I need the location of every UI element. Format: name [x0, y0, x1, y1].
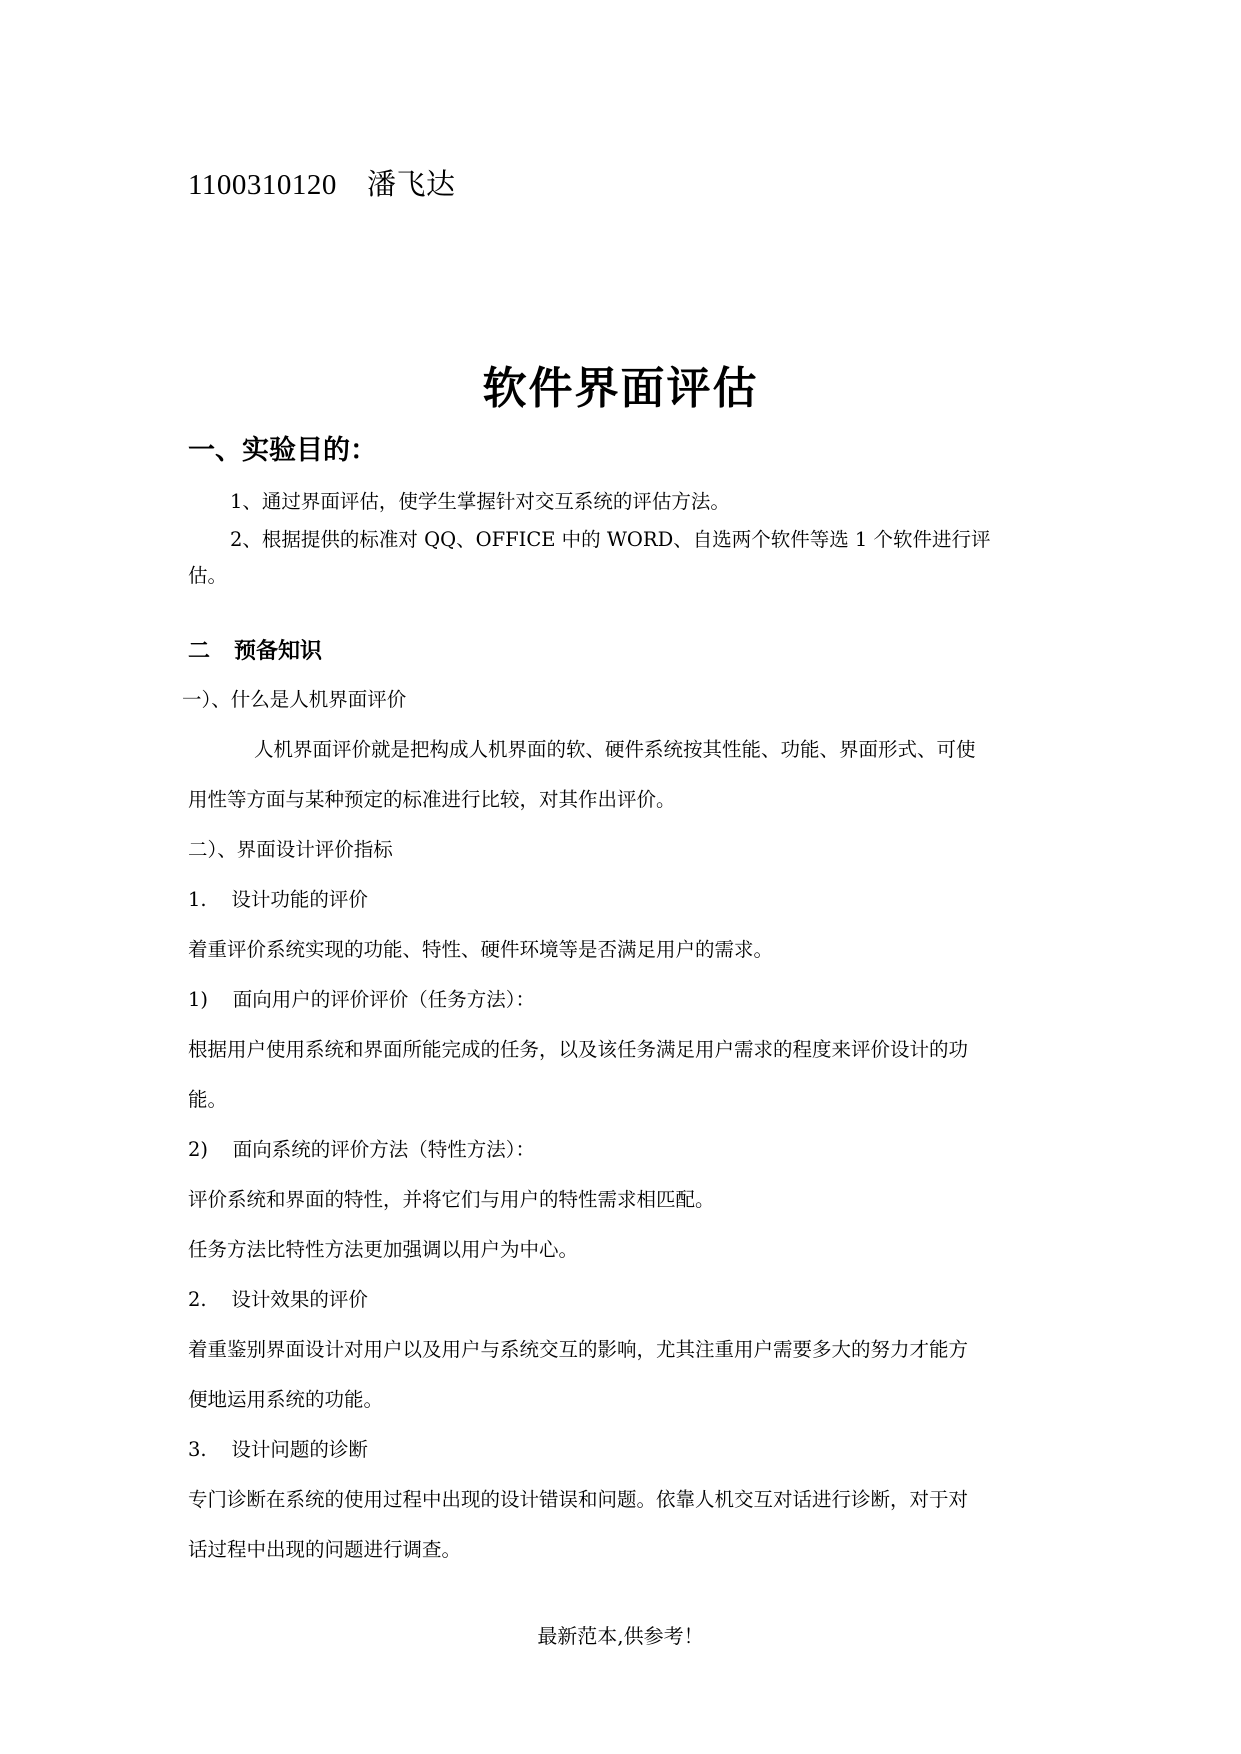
item2-title: 2. 设计效果的评价 — [188, 1288, 368, 1311]
student-id: 1100310120 — [188, 169, 337, 201]
item2-para-line2: 便地运用系统的功能。 — [188, 1388, 384, 1411]
sub1-para-line2: 用性等方面与某种预定的标准进行比较，对其作出评价。 — [188, 788, 676, 811]
item1-para: 着重评价系统实现的功能、特性、硬件环境等是否满足用户的需求。 — [188, 938, 774, 961]
section1-heading: 一、实验目的： — [188, 435, 377, 466]
item1a-para-line1: 根据用户使用系统和界面所能完成的任务，以及该任务满足用户需求的程度来评价设计的功 — [188, 1038, 969, 1061]
item2-para-line1: 着重鉴别界面设计对用户以及用户与系统交互的影响，尤其注重用户需要多大的努力才能方 — [188, 1338, 969, 1361]
item1b-para2: 任务方法比特性方法更加强调以用户为中心。 — [188, 1238, 579, 1261]
item3-para-line2: 话过程中出现的问题进行调查。 — [188, 1538, 462, 1561]
section1-item1: 1、通过界面评估，使学生掌握针对交互系统的评估方法。 — [230, 490, 730, 513]
section2-heading — [188, 634, 322, 665]
item1b-para1: 评价系统和界面的特性，并将它们与用户的特性需求相匹配。 — [188, 1188, 715, 1211]
section2-heading-number: 二 — [188, 639, 211, 664]
item3-title: 3. 设计问题的诊断 — [188, 1438, 368, 1461]
section1-item2-line2: 估。 — [188, 564, 228, 587]
section1-item2-line1: 2、根据提供的标准对 QQ、OFFICE 中的 WORD、自选两个软件等选 1 个软件进行评 — [230, 528, 991, 551]
item1a-title: 1) 面向用户的评价评价（任务方法）： — [188, 988, 536, 1011]
sub2-title: 二）、界面设计评价指标 — [188, 838, 393, 861]
student-header — [188, 162, 455, 203]
document-title: 软件界面评估 — [482, 363, 759, 414]
item1-title: 1. 设计功能的评价 — [188, 888, 368, 911]
sub1-title: 一）、什么是人机界面评价 — [182, 688, 407, 711]
student-name: 潘飞达 — [366, 169, 456, 201]
page-footer: 最新范本,供参考！ — [537, 1624, 704, 1648]
item3-para-line1: 专门诊断在系统的使用过程中出现的设计错误和问题。依靠人机交互对话进行诊断，对于对 — [188, 1488, 969, 1511]
sub1-para-line1: 人机界面评价就是把构成人机界面的软、硬件系统按其性能、功能、界面形式、可使 — [254, 738, 976, 761]
item1a-para-line2: 能。 — [188, 1088, 228, 1111]
section2-heading-text: 预备知识 — [234, 639, 323, 664]
item1b-title: 2) 面向系统的评价方法（特性方法）： — [188, 1138, 536, 1161]
